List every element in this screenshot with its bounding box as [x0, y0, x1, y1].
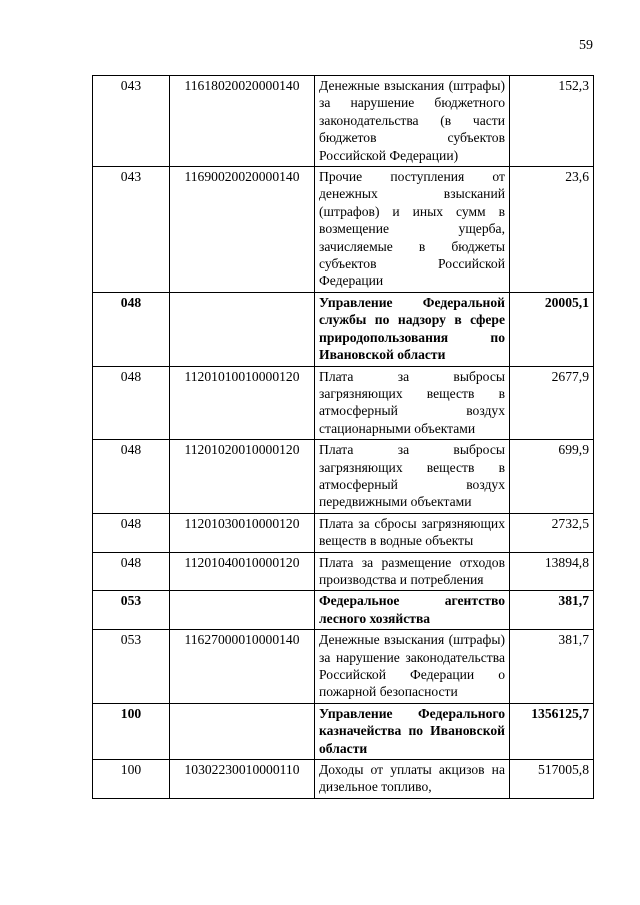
- revenue-name-cell: Плата за сбросы загрязняющих веществ в водные объекты: [315, 513, 510, 552]
- table-row-administrator: [93, 292, 594, 366]
- admin-code-cell: 053: [93, 591, 170, 630]
- admin-code-cell: 100: [93, 703, 170, 759]
- admin-code-cell: 048: [93, 513, 170, 552]
- admin-code-cell: 048: [93, 552, 170, 591]
- revenue-code-cell: 11201030010000120: [170, 513, 315, 552]
- amount-cell: 23,6: [510, 167, 594, 293]
- revenue-name-cell: Денежные взыскания (штрафы) за нарушение законодательства Российской Федерации о пожарной безопасности: [315, 630, 510, 704]
- revenue-name-cell: Плата за выбросы загрязняющих веществ в атмосферный воздух передвижными объектами: [315, 440, 510, 514]
- revenue-name-cell: Плата за размещение отходов производства и потребления: [315, 552, 510, 591]
- revenue-code-cell: 11201040010000120: [170, 552, 315, 591]
- table-row: [93, 167, 594, 293]
- admin-code-cell: 053: [93, 630, 170, 704]
- table-row-administrator: [93, 591, 594, 630]
- revenue-code-cell: 11201010010000120: [170, 366, 315, 440]
- table-row: [93, 366, 594, 440]
- amount-cell: 517005,8: [510, 760, 594, 799]
- revenue-code-cell: 11627000010000140: [170, 630, 315, 704]
- admin-code-cell: 048: [93, 440, 170, 514]
- table-row: [93, 513, 594, 552]
- amount-cell: 699,9: [510, 440, 594, 514]
- revenue-table: [92, 75, 594, 799]
- amount-cell: 381,7: [510, 630, 594, 704]
- revenue-table-body: [93, 76, 594, 799]
- revenue-name-cell: Денежные взыскания (штрафы) за нарушение бюджетного законодательства (в части бюджетов субъектов Российской Федерации): [315, 76, 510, 167]
- table-row: [93, 76, 594, 167]
- table-row: [93, 760, 594, 799]
- admin-code-cell: 043: [93, 76, 170, 167]
- revenue-code-cell: [170, 591, 315, 630]
- revenue-name-cell: Федеральное агентство лесного хозяйства: [315, 591, 510, 630]
- admin-code-cell: 048: [93, 366, 170, 440]
- revenue-code-cell: [170, 292, 315, 366]
- amount-cell: 13894,8: [510, 552, 594, 591]
- revenue-code-cell: 11690020020000140: [170, 167, 315, 293]
- revenue-code-cell: [170, 703, 315, 759]
- table-row: [93, 440, 594, 514]
- amount-cell: 381,7: [510, 591, 594, 630]
- revenue-name-cell: Управление Федеральной службы по надзору в сфере природопользования по Ивановской области: [315, 292, 510, 366]
- admin-code-cell: 100: [93, 760, 170, 799]
- table-row: [93, 630, 594, 704]
- admin-code-cell: 048: [93, 292, 170, 366]
- revenue-code-cell: 11618020020000140: [170, 76, 315, 167]
- admin-code-cell: 043: [93, 167, 170, 293]
- amount-cell: 20005,1: [510, 292, 594, 366]
- page-number: 59: [579, 38, 593, 53]
- amount-cell: 152,3: [510, 76, 594, 167]
- amount-cell: 2677,9: [510, 366, 594, 440]
- table-row-administrator: [93, 703, 594, 759]
- table-row: [93, 552, 594, 591]
- revenue-code-cell: 10302230010000110: [170, 760, 315, 799]
- revenue-name-cell: Плата за выбросы загрязняющих веществ в атмосферный воздух стационарными объектами: [315, 366, 510, 440]
- revenue-name-cell: Прочие поступления от денежных взысканий (штрафов) и иных сумм в возмещение ущерба, зачисляемые в бюджеты субъектов Российской Федерации: [315, 167, 510, 293]
- amount-cell: 2732,5: [510, 513, 594, 552]
- revenue-code-cell: 11201020010000120: [170, 440, 315, 514]
- revenue-name-cell: Управление Федерального казначейства по Ивановской области: [315, 703, 510, 759]
- amount-cell: 1356125,7: [510, 703, 594, 759]
- revenue-name-cell: Доходы от уплаты акцизов на дизельное топливо,: [315, 760, 510, 799]
